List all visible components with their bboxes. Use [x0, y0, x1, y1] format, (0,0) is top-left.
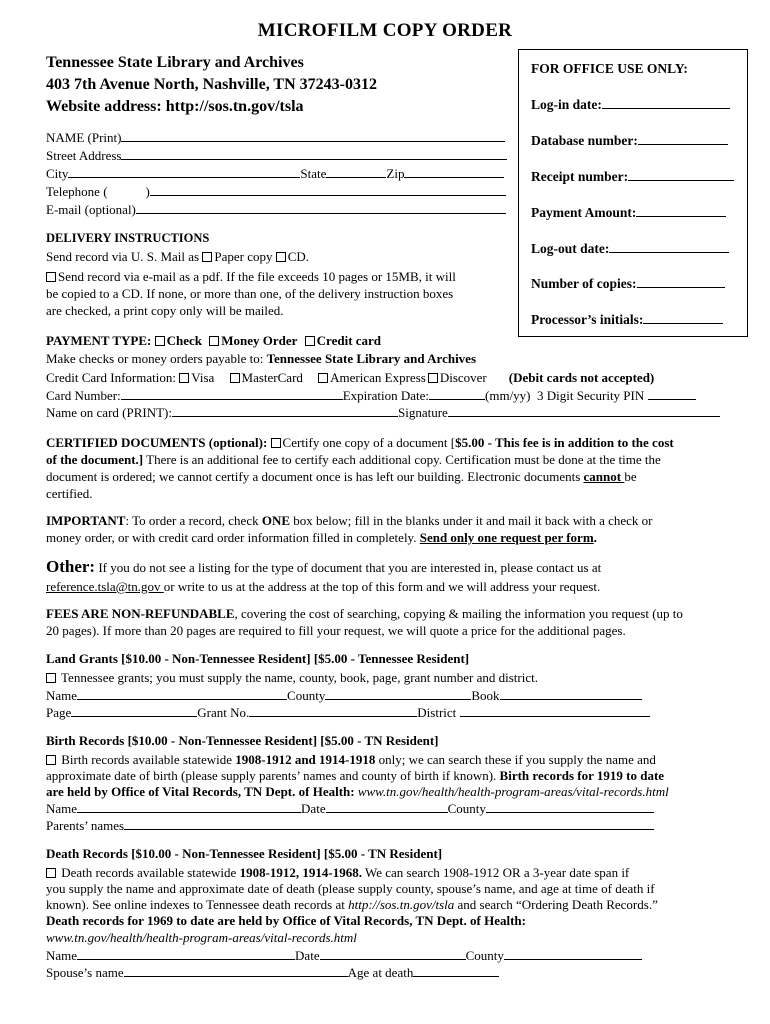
land-grants-checkbox[interactable]	[46, 673, 56, 683]
office-login-date: Log-in date:	[531, 96, 730, 113]
birth-line3: are held by Office of Vital Records, TN Dept. of Health: www.tn.gov/health/health-program-areas/vital-records.html	[46, 784, 669, 799]
office-use-box	[518, 49, 748, 337]
death-row2: Spouse’s name Age at death	[46, 964, 499, 981]
org-name: Tennessee State Library and Archives	[46, 54, 304, 71]
age-at-death-field[interactable]	[413, 964, 499, 977]
death-line5	[46, 930, 357, 946]
vital-records-link[interactable]: www.tn.gov/health/health-program-areas/vital-records.html	[357, 784, 669, 799]
visa-checkbox[interactable]	[179, 373, 189, 383]
office-database-number: Database number:	[531, 132, 728, 149]
death-checkbox[interactable]	[46, 868, 56, 878]
land-name-field[interactable]	[77, 687, 287, 700]
birth-checkbox[interactable]	[46, 755, 56, 765]
processor-initials-field[interactable]	[643, 311, 723, 324]
card-number-field[interactable]	[121, 387, 343, 400]
birth-line1: Birth records available statewide 1908-1912 and 1914-1918 only; we can search these if you supply the name and	[46, 752, 656, 768]
grant-number-field[interactable]	[249, 704, 417, 717]
certified-line4: certified.	[46, 486, 93, 501]
spouse-name-field[interactable]	[124, 964, 348, 977]
telephone-field[interactable]	[150, 183, 506, 196]
delivery-email-line2: be copied to a CD. If none, or more than one, of the delivery instruction boxes	[46, 286, 454, 301]
delivery-mail-row: Send record via U. S. Mail as Paper copy CD.	[46, 249, 310, 264]
fees-line1: FEES ARE NON-REFUNDABLE, covering the cost of searching, copying & mailing the information you request (up to	[46, 606, 683, 621]
birth-county-field[interactable]	[486, 800, 654, 813]
cd-checkbox[interactable]	[276, 252, 286, 262]
birth-name-field[interactable]	[77, 800, 301, 813]
street-row: Street Address	[46, 147, 507, 164]
email-pdf-checkbox[interactable]	[46, 272, 56, 282]
name-row: NAME (Print)	[46, 129, 505, 146]
death-name-field[interactable]	[77, 947, 295, 960]
death-line2: you supply the name and approximate date of death (please supply county, spouse’s name, and age at time of death if	[46, 881, 655, 896]
delivery-heading: DELIVERY INSTRUCTIONS	[46, 231, 210, 245]
birth-row1: Name Date County	[46, 800, 654, 817]
payable-row: Make checks or money orders payable to: Tennessee State Library and Archives	[46, 351, 477, 366]
delivery-email-row: Send record via e-mail as a pdf. If the file exceeds 10 pages or 15MB, it will	[46, 269, 456, 285]
land-grants-heading: Land Grants [$10.00 - Non-Tennessee Resident] [$5.00 - Tennessee Resident]	[46, 651, 470, 666]
amex-checkbox[interactable]	[318, 373, 328, 383]
birth-date-field[interactable]	[326, 800, 448, 813]
name-on-card-field[interactable]	[172, 404, 398, 417]
birth-heading: Birth Records [$10.00 - Non-Tennessee Resident] [$5.00 - TN Resident]	[46, 733, 439, 748]
death-date-field[interactable]	[320, 947, 466, 960]
zip-field[interactable]	[404, 165, 504, 178]
payment-type-row: PAYMENT TYPE: Check Money Order Credit card	[46, 333, 382, 348]
telephone-row: Telephone ( )	[46, 183, 506, 200]
land-book-field[interactable]	[500, 687, 642, 700]
delivery-email-line3: are checked, a print copy only will be mailed.	[46, 303, 284, 318]
birth-row2: Parents’ names	[46, 817, 654, 834]
check-checkbox[interactable]	[155, 336, 165, 346]
death-line3: known). See online indexes to Tennessee death records at http://sos.tn.gov/tsla and search “Ordering Death Records.”	[46, 897, 658, 912]
important-line2: money order, or with credit card order information filled in completely. Send only one request per form.	[46, 530, 597, 545]
number-of-copies-field[interactable]	[637, 275, 725, 288]
city-field[interactable]	[68, 165, 300, 178]
parents-names-field[interactable]	[124, 817, 654, 830]
birth-line2: approximate date of birth (please supply parents’ names and county of birth if known). Birth records for 1919 to date	[46, 768, 665, 783]
form-title: MICROFILM COPY ORDER	[257, 20, 513, 41]
office-receipt-number: Receipt number:	[531, 168, 734, 185]
discover-checkbox[interactable]	[428, 373, 438, 383]
certified-line3: document is ordered; we cannot certify a document once is has left our building. Electronic documents cannot be	[46, 469, 637, 484]
database-number-field[interactable]	[638, 132, 728, 145]
money-order-checkbox[interactable]	[209, 336, 219, 346]
office-logout-date: Log-out date:	[531, 240, 729, 257]
death-line4: Death records for 1969 to date are held by Office of Vital Records, TN Dept. of Health:	[46, 913, 526, 928]
death-row1: Name Date County	[46, 947, 642, 964]
death-line1: Death records available statewide 1908-1912, 1914-1968. We can search 1908-1912 OR a 3-year date span if	[46, 865, 629, 881]
other-line2: reference.tsla@tn.gov or write to us at the address at the top of this form and we will address your request.	[46, 579, 601, 594]
street-field[interactable]	[121, 147, 507, 160]
email-field[interactable]	[136, 201, 506, 214]
state-field[interactable]	[326, 165, 386, 178]
land-page-field[interactable]	[71, 704, 197, 717]
fees-line2: 20 pages). If more than 20 pages are required to fill your request, we will quote a price for the additional pages.	[46, 623, 626, 638]
city-row: City State Zip	[46, 165, 504, 182]
paper-copy-checkbox[interactable]	[202, 252, 212, 262]
district-field[interactable]	[460, 704, 650, 717]
land-grants-text: Tennessee grants; you must supply the name, county, book, page, grant number and district.	[46, 670, 538, 686]
certified-line2: of the document.] There is an additional fee to certify each additional copy. Certification must be done at the time the	[46, 452, 661, 467]
land-county-field[interactable]	[325, 687, 471, 700]
tsla-link[interactable]: http://sos.tn.gov/tsla	[348, 897, 455, 912]
office-number-of-copies: Number of copies:	[531, 275, 725, 292]
login-date-field[interactable]	[602, 96, 730, 109]
payment-amount-field[interactable]	[636, 204, 726, 217]
other-line1: Other: If you do not see a listing for the type of document that you are interested in, please contact us at	[46, 557, 602, 576]
receipt-number-field[interactable]	[628, 168, 734, 181]
expiration-field[interactable]	[429, 387, 485, 400]
death-vital-records-link[interactable]: www.tn.gov/health/health-program-areas/vital-records.html	[46, 930, 357, 945]
death-heading: Death Records [$10.00 - Non-Tennessee Resident] [$5.00 - TN Resident]	[46, 846, 443, 861]
name-field[interactable]	[121, 129, 505, 142]
org-website: Website address: http://sos.tn.gov/tsla	[46, 98, 304, 115]
important-line1: IMPORTANT: To order a record, check ONE box below; fill in the blanks under it and mail it back with a check or	[46, 513, 653, 528]
reference-email-link[interactable]: reference.tsla@tn.gov	[46, 579, 164, 594]
mastercard-checkbox[interactable]	[230, 373, 240, 383]
card-number-row: Card Number: Expiration Date: (mm/yy) 3 Digit Security PIN	[46, 387, 696, 404]
office-payment-amount: Payment Amount:	[531, 204, 726, 221]
name-on-card-row: Name on card (PRINT): Signature	[46, 404, 720, 421]
cc-info-row: Credit Card Information: Visa MasterCard American Express Discover (Debit cards not accepted)	[46, 370, 655, 385]
land-row1: Name County Book	[46, 687, 642, 704]
land-row2: Page Grant No. District	[46, 704, 650, 721]
logout-date-field[interactable]	[609, 240, 729, 253]
certified-line1: CERTIFIED DOCUMENTS (optional): Certify one copy of a document [$5.00 - This fee is in addition to the cost	[46, 435, 674, 450]
office-processor-initials: Processor’s initials:	[531, 311, 723, 328]
office-heading: FOR OFFICE USE ONLY:	[531, 61, 688, 76]
death-county-field[interactable]	[504, 947, 642, 960]
email-row: E-mail (optional)	[46, 201, 506, 218]
credit-card-checkbox[interactable]	[305, 336, 315, 346]
certify-checkbox[interactable]	[271, 438, 281, 448]
org-address: 403 7th Avenue North, Nashville, TN 37243-0312	[46, 76, 377, 93]
signature-field[interactable]	[448, 404, 720, 417]
security-pin-field[interactable]	[648, 387, 696, 400]
